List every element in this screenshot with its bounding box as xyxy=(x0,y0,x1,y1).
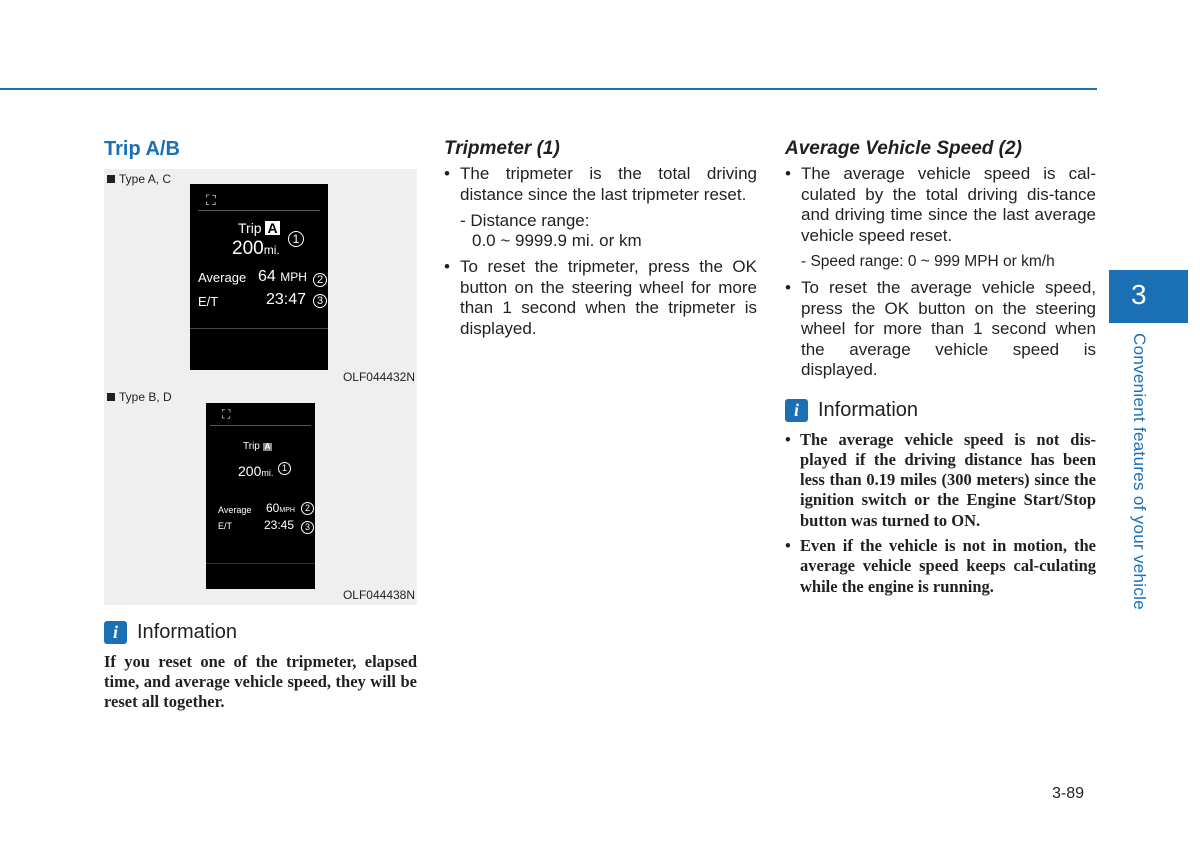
info-bullet: • Even if the vehicle is not in motion, the average vehicle speed keeps cal-culating while the engine is running. xyxy=(785,536,1096,597)
average-value: 64 MPH xyxy=(258,268,307,285)
marker-2: 2 xyxy=(313,270,327,288)
figure-code: OLF044438N xyxy=(342,588,415,602)
column-right xyxy=(785,138,1096,602)
avg-speed-title: Average Vehicle Speed (2) xyxy=(785,138,1022,159)
marker-3: 3 xyxy=(301,517,314,535)
cluster-display xyxy=(206,403,315,589)
trip-computer-icon: ⛶ xyxy=(222,407,231,421)
et-label: E/T xyxy=(198,294,219,309)
figure-label: Type A, C xyxy=(107,172,171,186)
column-middle xyxy=(444,138,757,345)
distance-range-label: - Distance range: xyxy=(460,211,590,230)
trip-label: Trip A xyxy=(238,220,278,236)
info-icon: i xyxy=(104,621,127,644)
marker-3: 3 xyxy=(313,291,327,309)
distance-range-value: 0.0 ~ 9999.9 mi. or km xyxy=(472,231,642,250)
tripmeter-bullet-1: • The tripmeter is the total driving distance since the last tripmeter reset. xyxy=(444,164,757,205)
trip-computer-icon: ⛶ xyxy=(206,192,216,208)
marker-1: 1 xyxy=(278,458,291,476)
info-icon: i xyxy=(785,399,808,422)
et-value: 23:47 xyxy=(266,291,307,308)
chapter-title: Convenient features of your vehicle xyxy=(1130,333,1149,610)
et-label: E/T xyxy=(218,521,233,531)
column-left xyxy=(104,138,417,712)
avg-speed-bullet-1: • The average vehicle speed is cal-culated by the total driving dis-tance and driving time since the last average vehicle speed reset. xyxy=(785,164,1096,246)
marker-1: 1 xyxy=(288,230,304,248)
figure-type-b-d xyxy=(104,387,417,605)
section-title: Trip A/B xyxy=(104,138,180,160)
avg-speed-bullet-2: • To reset the average vehicle speed, press the OK button on the steering wheel for more than 1 second when the average vehicle speed is displayed. xyxy=(785,278,1096,381)
info-title: Information xyxy=(137,621,238,643)
info-text: If you reset one of the tripmeter, elapsed time, and average vehicle speed, they will be reset all together. xyxy=(104,652,417,711)
speed-range: - Speed range: 0 ~ 999 MPH or km/h xyxy=(801,253,1055,270)
info-bullet: • The average vehicle speed is not dis-played if the driving distance has been less than 0.19 miles (300 meters) since the ignition switch or the Engine Start/Stop button was turned to ON. xyxy=(785,430,1096,531)
average-label: Average xyxy=(198,270,247,285)
trip-distance: 200mi. xyxy=(232,238,280,259)
header-rule xyxy=(0,88,1097,90)
info-box-reset xyxy=(104,621,417,712)
marker-2: 2 xyxy=(301,498,314,516)
info-box-avg-speed xyxy=(785,399,1096,597)
average-label: Average xyxy=(218,505,252,515)
cluster-display xyxy=(190,184,328,370)
info-title: Information xyxy=(818,398,919,421)
figure-label: Type B, D xyxy=(107,390,172,404)
tripmeter-bullet-2: • To reset the tripmeter, press the OK button on the steering wheel for more than 1 second when the tripmeter is displayed. xyxy=(444,257,757,339)
average-value: 60MPH xyxy=(266,501,295,515)
trip-distance: 200mi. xyxy=(238,463,274,479)
figure-code: OLF044432N xyxy=(342,370,415,384)
chapter-tab: 3 xyxy=(1109,270,1188,323)
tripmeter-title: Tripmeter (1) xyxy=(444,138,560,159)
page-number: 3-89 xyxy=(1052,785,1085,802)
et-value: 23:45 xyxy=(264,518,295,532)
figure-type-a-c xyxy=(104,169,417,387)
trip-label: Trip A xyxy=(243,441,271,452)
